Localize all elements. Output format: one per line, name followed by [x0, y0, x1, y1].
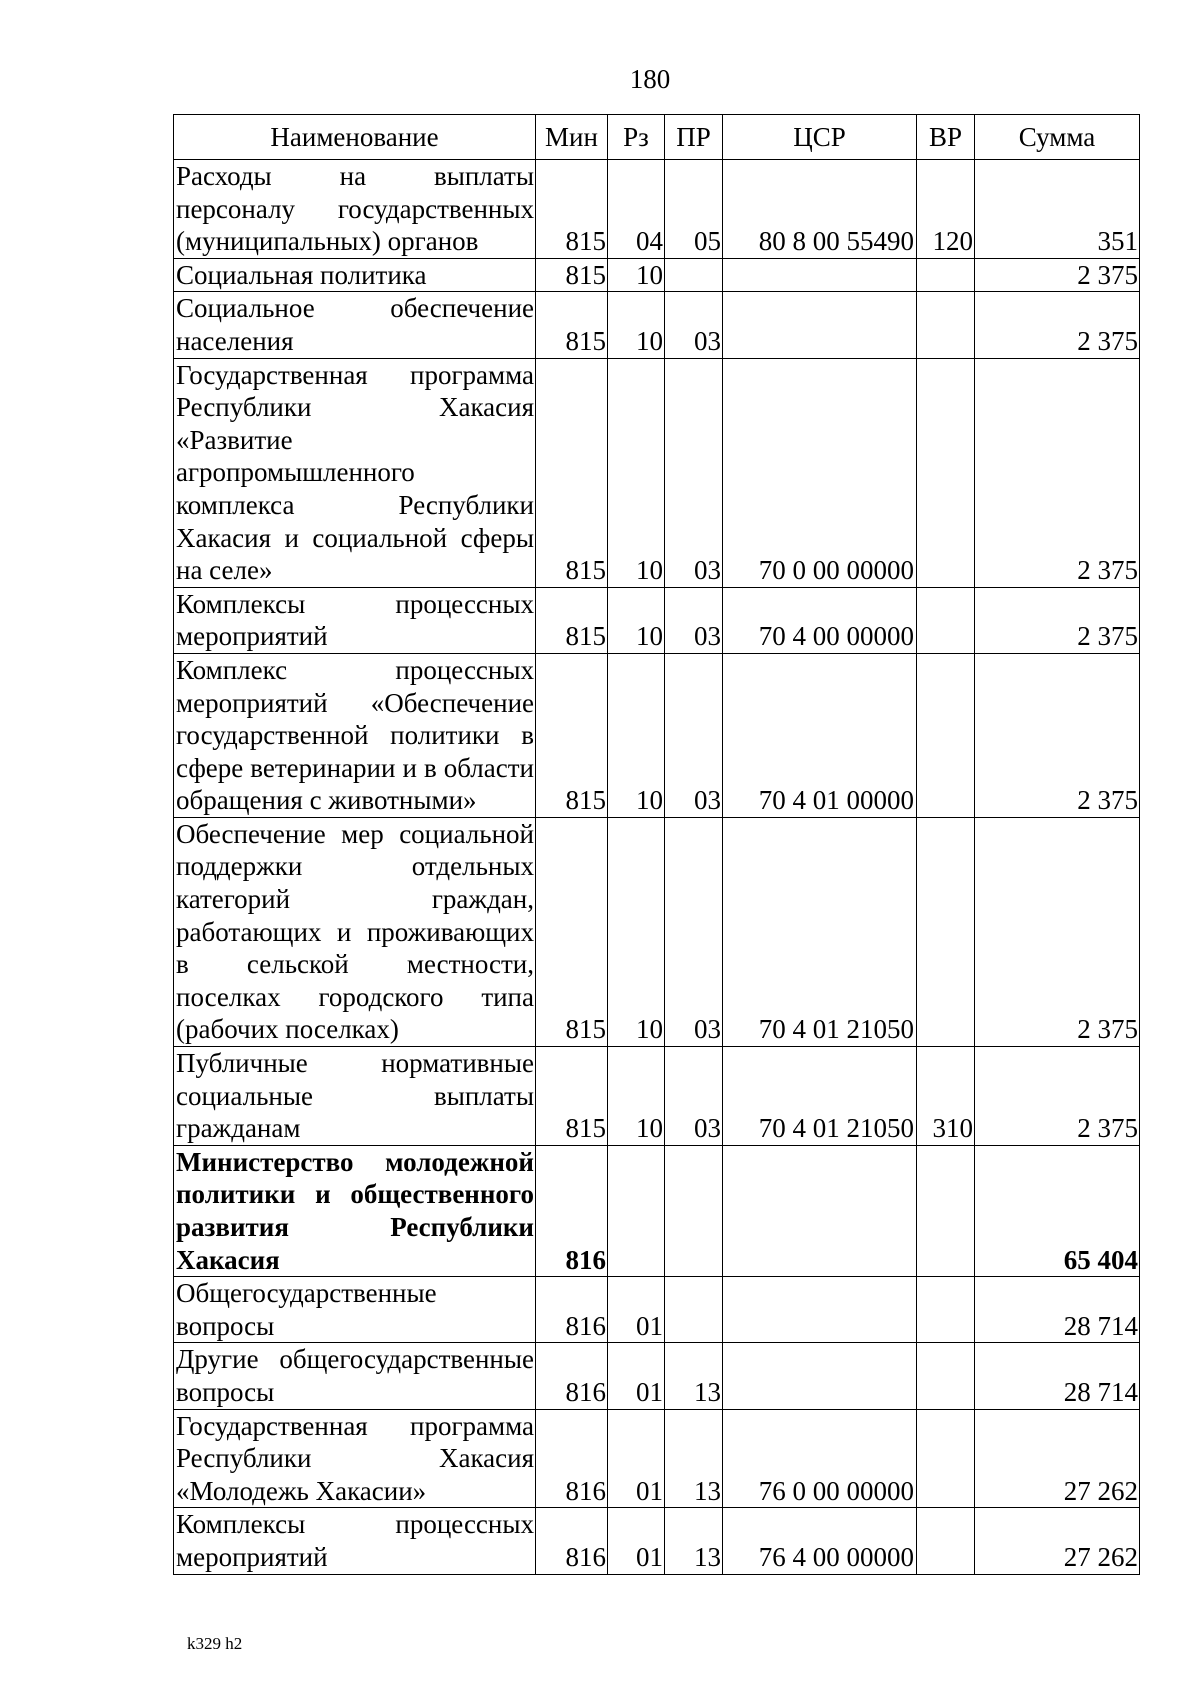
cell-rz: 01 — [608, 1277, 665, 1343]
table-row — [174, 1047, 1140, 1146]
cell-sum: 65 404 — [975, 1145, 1140, 1276]
cell-csr — [723, 292, 917, 358]
cell-sum: 2 375 — [975, 292, 1140, 358]
cell-csr — [723, 1343, 917, 1409]
cell-csr: 70 4 01 00000 — [723, 653, 917, 817]
cell-csr — [723, 1145, 917, 1276]
cell-csr — [723, 258, 917, 292]
cell-vr — [917, 292, 975, 358]
cell-name: Общегосударственные вопросы — [174, 1277, 536, 1343]
cell-pr: 13 — [665, 1508, 723, 1574]
cell-rz: 10 — [608, 258, 665, 292]
cell-rz: 01 — [608, 1409, 665, 1508]
cell-sum: 2 375 — [975, 653, 1140, 817]
cell-csr: 70 0 00 00000 — [723, 358, 917, 587]
cell-name: Расходы на выплаты персоналу государственных (муниципальных) органов — [174, 160, 536, 259]
table-row — [174, 358, 1140, 587]
cell-sum: 2 375 — [975, 258, 1140, 292]
cell-min: 815 — [536, 358, 608, 587]
cell-rz: 10 — [608, 292, 665, 358]
cell-min: 815 — [536, 160, 608, 259]
cell-min: 816 — [536, 1343, 608, 1409]
cell-min: 816 — [536, 1409, 608, 1508]
cell-csr: 70 4 01 21050 — [723, 817, 917, 1046]
cell-min: 816 — [536, 1145, 608, 1276]
cell-sum: 2 375 — [975, 1047, 1140, 1146]
cell-name: Государственная программа Республики Хакасия «Развитие агропромышленного комплекса Республики Хакасия и социальной сферы на селе» — [174, 358, 536, 587]
cell-pr: 03 — [665, 587, 723, 653]
cell-pr: 03 — [665, 358, 723, 587]
cell-pr — [665, 1145, 723, 1276]
header-pr: ПР — [665, 115, 723, 160]
cell-csr: 76 4 00 00000 — [723, 1508, 917, 1574]
table-row — [174, 817, 1140, 1046]
cell-name: Государственная программа Республики Хакасия «Молодежь Хакасии» — [174, 1409, 536, 1508]
cell-vr — [917, 1409, 975, 1508]
cell-sum: 27 262 — [975, 1409, 1140, 1508]
cell-name: Публичные нормативные социальные выплаты гражданам — [174, 1047, 536, 1146]
cell-rz: 10 — [608, 587, 665, 653]
cell-vr — [917, 1343, 975, 1409]
cell-rz — [608, 1145, 665, 1276]
table-row — [174, 587, 1140, 653]
cell-pr — [665, 258, 723, 292]
cell-pr: 03 — [665, 653, 723, 817]
cell-rz: 10 — [608, 358, 665, 587]
page-number: 180 — [629, 64, 671, 94]
table-row — [174, 292, 1140, 358]
cell-vr — [917, 1508, 975, 1574]
cell-name: Комплекс процессных мероприятий «Обеспечение государственной политики в сфере ветеринарии и в области обращения с животными» — [174, 653, 536, 817]
cell-rz: 10 — [608, 817, 665, 1046]
table-row — [174, 1277, 1140, 1343]
table-row — [174, 1508, 1140, 1574]
cell-pr — [665, 1277, 723, 1343]
cell-sum: 2 375 — [975, 817, 1140, 1046]
cell-pr: 05 — [665, 160, 723, 259]
cell-min: 815 — [536, 258, 608, 292]
table-row — [174, 1409, 1140, 1508]
header-min: Мин — [536, 115, 608, 160]
cell-sum: 2 375 — [975, 587, 1140, 653]
header-csr: ЦСР — [723, 115, 917, 160]
footer-code: k329 h2 — [187, 1634, 243, 1653]
cell-vr — [917, 653, 975, 817]
budget-table — [173, 114, 1140, 1575]
header-rz: Рз — [608, 115, 665, 160]
cell-name: Обеспечение мер социальной поддержки отдельных категорий граждан, работающих и проживающих в сельской местности, поселках городского типа (рабочих поселках) — [174, 817, 536, 1046]
cell-sum: 28 714 — [975, 1343, 1140, 1409]
cell-sum: 351 — [975, 160, 1140, 259]
cell-vr — [917, 258, 975, 292]
cell-rz: 10 — [608, 1047, 665, 1146]
cell-name: Другие общегосударственные вопросы — [174, 1343, 536, 1409]
cell-csr — [723, 1277, 917, 1343]
table-row — [174, 160, 1140, 259]
cell-name: Социальное обеспечение населения — [174, 292, 536, 358]
cell-vr: 310 — [917, 1047, 975, 1146]
table-row — [174, 258, 1140, 292]
cell-rz: 10 — [608, 653, 665, 817]
cell-min: 815 — [536, 587, 608, 653]
header-row — [174, 115, 1140, 160]
cell-pr: 03 — [665, 292, 723, 358]
cell-pr: 03 — [665, 817, 723, 1046]
cell-min: 815 — [536, 817, 608, 1046]
header-name: Наименование — [174, 115, 536, 160]
header-sum: Сумма — [975, 115, 1140, 160]
cell-name: Комплексы процессных мероприятий — [174, 1508, 536, 1574]
cell-name: Министерство молодежной политики и общественного развития Республики Хакасия — [174, 1145, 536, 1276]
cell-vr: 120 — [917, 160, 975, 259]
cell-csr: 70 4 00 00000 — [723, 587, 917, 653]
cell-min: 816 — [536, 1508, 608, 1574]
header-vr: ВР — [917, 115, 975, 160]
cell-vr — [917, 587, 975, 653]
cell-min: 815 — [536, 1047, 608, 1146]
table-row — [174, 1343, 1140, 1409]
cell-min: 815 — [536, 292, 608, 358]
cell-rz: 01 — [608, 1508, 665, 1574]
cell-name: Комплексы процессных мероприятий — [174, 587, 536, 653]
cell-csr: 76 0 00 00000 — [723, 1409, 917, 1508]
table-row — [174, 653, 1140, 817]
cell-sum: 2 375 — [975, 358, 1140, 587]
cell-csr: 80 8 00 55490 — [723, 160, 917, 259]
cell-pr: 13 — [665, 1409, 723, 1508]
cell-vr — [917, 358, 975, 587]
cell-min: 815 — [536, 653, 608, 817]
cell-rz: 04 — [608, 160, 665, 259]
cell-min: 816 — [536, 1277, 608, 1343]
cell-vr — [917, 1277, 975, 1343]
cell-rz: 01 — [608, 1343, 665, 1409]
table-row — [174, 1145, 1140, 1276]
cell-pr: 13 — [665, 1343, 723, 1409]
cell-sum: 28 714 — [975, 1277, 1140, 1343]
cell-vr — [917, 817, 975, 1046]
cell-vr — [917, 1145, 975, 1276]
cell-name: Социальная политика — [174, 258, 536, 292]
cell-csr: 70 4 01 21050 — [723, 1047, 917, 1146]
cell-pr: 03 — [665, 1047, 723, 1146]
cell-sum: 27 262 — [975, 1508, 1140, 1574]
